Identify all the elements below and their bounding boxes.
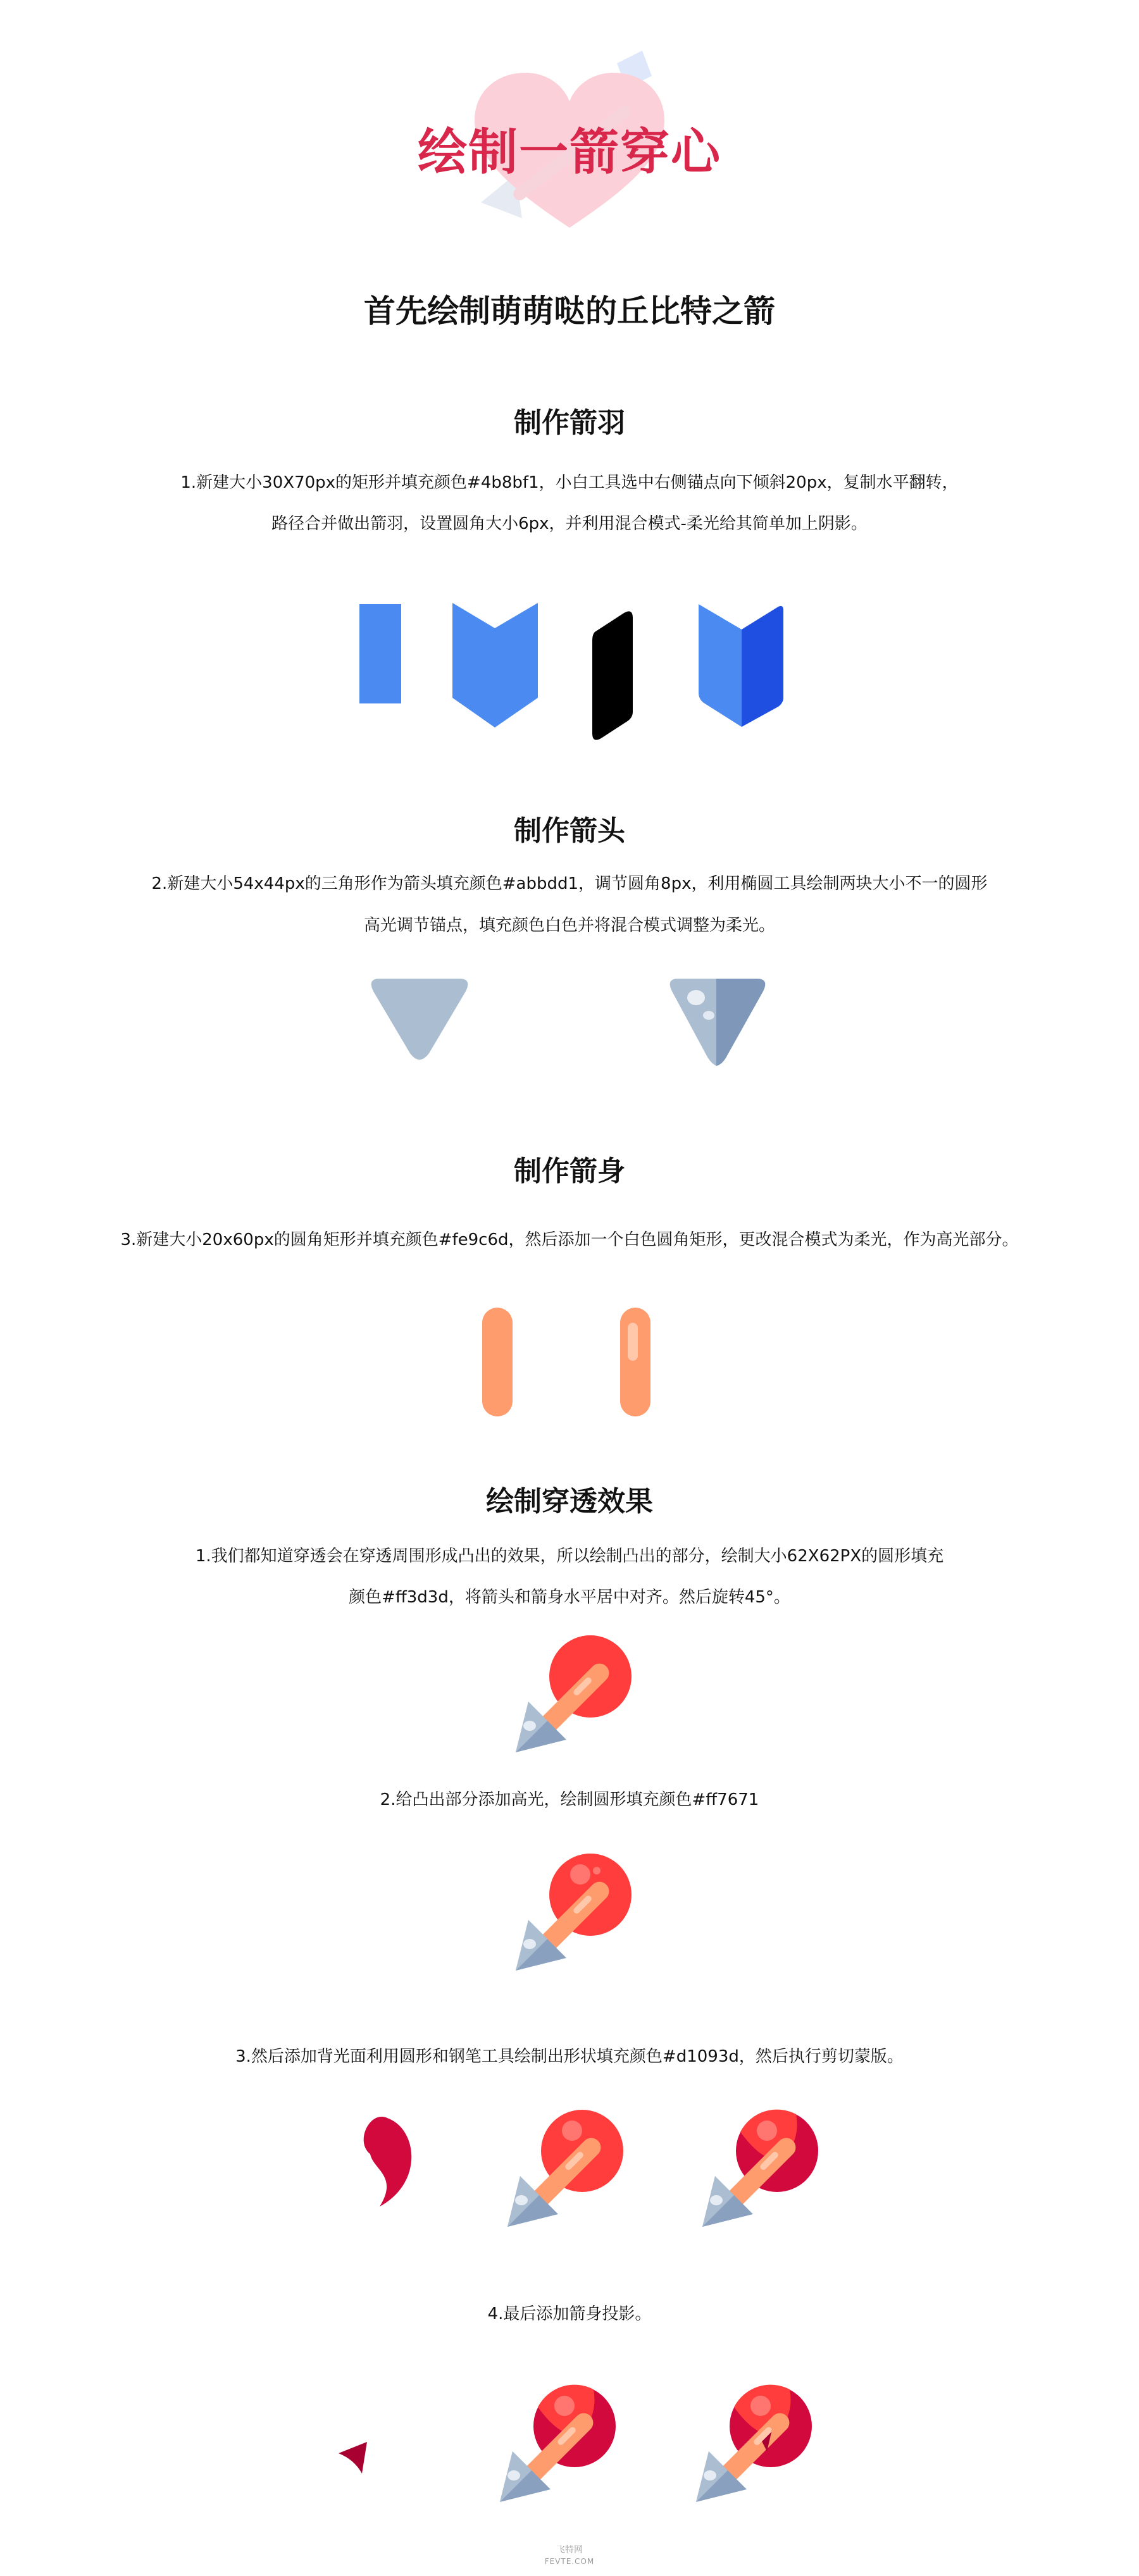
section-text-penetration-line1: 1.我们都知道穿透会在穿透周围形成凸出的效果，所以绘制凸出的部分，绘制大小62X62PX的圆形填充 [195, 1547, 944, 1566]
footer-logo: 飞特网 [556, 2545, 583, 2555]
feather-merged [452, 603, 538, 728]
penetration-step3-illustration [0, 2100, 1139, 2239]
arrowhead-rotated-highlight [515, 2195, 528, 2205]
arrowhead-rotated-highlight [523, 1721, 536, 1731]
penetration-step1-illustration [503, 1632, 642, 1759]
feather-shadow-shape [592, 611, 633, 740]
section-text-arrowhead-line2: 高光调节锚点，填充颜色白色并将混合模式调整为柔光。 [363, 916, 775, 935]
arrowhead-steps-illustration [0, 965, 1139, 1079]
shaft-shadow-shape [339, 2442, 367, 2474]
section-text-arrowhead-line1: 2.新建大小54x44px的三角形作为箭头填充颜色#abbdd1，调节圆角8px，利用椭圆工具绘制两块大小不一的圆形 [151, 874, 988, 893]
bulge-highlight-small [593, 1867, 601, 1874]
section-heading-shaft: 制作箭身 [514, 1155, 625, 1187]
step-text-shadow: 4.最后添加箭身投影。 [487, 2305, 652, 2324]
penetration-step4-illustration [0, 2366, 1139, 2511]
bulge-highlight [757, 2121, 777, 2141]
section-heading-penetration: 绘制穿透效果 [486, 1485, 653, 1518]
feather-final [699, 604, 742, 727]
arrowhead-rotated-highlight [704, 2470, 716, 2480]
arrowhead-rotated-highlight [507, 2470, 520, 2480]
arrowhead-highlight-small [703, 1011, 714, 1020]
final-arrow-b [696, 2385, 812, 2502]
penetration-step2-illustration [503, 1850, 642, 1977]
final-arrow-a [500, 2385, 616, 2502]
bulge-highlight [750, 2396, 771, 2416]
arrowhead-rotated-highlight [710, 2195, 723, 2205]
section-text-feather-line2: 路径合并做出箭羽，设置圆角大小6px，并利用混合模式-柔光给其简单加上阴影。 [271, 514, 868, 533]
section-text-feather-line1: 1.新建大小30X70px的矩形并填充颜色#4b8bf1，小白工具选中右侧锚点向下倾斜20px，复制水平翻转， [180, 473, 959, 492]
section-heading-feather: 制作箭羽 [514, 407, 625, 439]
arrowhead-highlighted-right [716, 979, 765, 1066]
arrowhead-highlight-large [687, 990, 705, 1005]
bulge-highlight [554, 2396, 575, 2416]
feather-steps-illustration [0, 591, 1139, 731]
step-text-backlight: 3.然后添加背光面利用圆形和钢笔工具绘制出形状填充颜色#d1093d，然后执行剪切蒙版。 [235, 2047, 904, 2066]
bulge-highlight [562, 2121, 582, 2141]
step-text-highlight: 2.给凸出部分添加高光，绘制圆形填充颜色#ff7671 [380, 1790, 759, 1809]
combined-arrow-a [507, 2110, 623, 2227]
combined-arrow-b [702, 2110, 818, 2227]
arrowhead-plain [371, 979, 468, 1060]
section-text-shaft-line1: 3.新建大小20x60px的圆角矩形并填充颜色#fe9c6d，然后添加一个白色圆角矩形，更改混合模式为柔光，作为高光部分。 [120, 1230, 1019, 1249]
page-title: 绘制一箭穿心 [417, 124, 721, 181]
backlight-shape [364, 2117, 412, 2207]
shaft-steps-illustration [0, 1300, 1139, 1427]
shaft-plain [482, 1308, 513, 1416]
feather-rect [359, 604, 401, 703]
section-heading-arrowhead: 制作箭头 [514, 815, 625, 847]
shaft-highlight [628, 1323, 638, 1361]
bulge-highlight [570, 1864, 590, 1885]
arrowhead-rotated-highlight [523, 1939, 536, 1949]
section-text-penetration-line2: 颜色#ff3d3d，将箭头和箭身水平居中对齐。然后旋转45°。 [349, 1588, 790, 1607]
page-subtitle: 首先绘制萌萌哒的丘比特之箭 [364, 293, 775, 330]
feather-final-shade [742, 606, 783, 727]
footer-url: FEVTE.COM [544, 2557, 595, 2566]
